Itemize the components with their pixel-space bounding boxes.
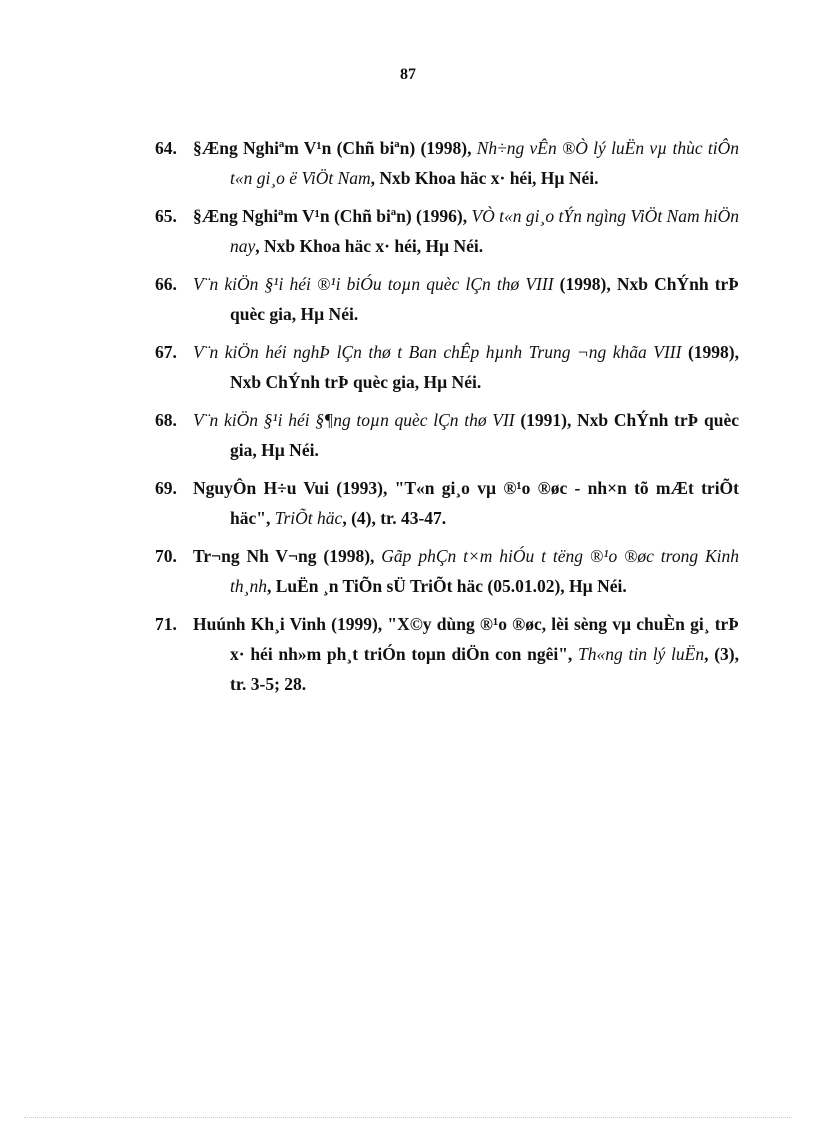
reference-author-text: §Æng Nghiªm V¹n (Chñ biªn) (1998), (193, 138, 477, 158)
reference-number: 65. (155, 206, 177, 226)
reference-number: 68. (155, 410, 177, 430)
reference-number: 71. (155, 614, 177, 634)
reference-publisher: , Nxb Khoa häc x· héi, Hµ Néi. (370, 168, 599, 188)
reference-item (155, 405, 739, 465)
reference-title: VÒ t«n gi¸o tÝn ngìng ViÖt Nam hiÖn nay (230, 206, 739, 256)
reference-item (155, 541, 739, 601)
page-bottom-divider (24, 1117, 792, 1118)
reference-title: Nh÷ng vÊn ®Ò lý luËn vµ thùc tiÔn t«n gi¸o ë ViÖt Nam (230, 138, 739, 188)
reference-number: 69. (155, 478, 177, 498)
reference-author-text: Tr¬ng Nh V¬ng (1998), (193, 546, 382, 566)
reference-publisher: , (3), tr. 3-5; 28. (230, 644, 740, 694)
reference-author-text: Huúnh Kh¸i Vinh (1999), "X©y dùng ®¹o ®øc, lèi sèng vµ chuÈn gi¸ trÞ x· héi nh»m ph¸t triÓn toµn diÖn con ngêi", (193, 614, 739, 664)
reference-item (155, 473, 739, 533)
reference-publisher: (1991), Nxb ChÝnh trÞ quèc gia, Hµ Néi. (230, 410, 739, 460)
reference-title: V¨n kiÖn §¹i héi ®¹i biÓu toµn quèc lÇn thø VIII (193, 274, 554, 294)
reference-title: TriÕt häc (274, 508, 343, 528)
reference-title: Gãp phÇn t×m hiÓu t tëng ®¹o ®øc trong Kinh th¸nh (230, 546, 739, 596)
reference-publisher: , (4), tr. 43-47. (342, 508, 447, 528)
reference-item (155, 201, 739, 261)
reference-item (155, 269, 739, 329)
reference-number: 66. (155, 274, 177, 294)
reference-title: V¨n kiÖn §¹i héi §¶ng toµn quèc lÇn thø VII (193, 410, 515, 430)
reference-publisher: , Nxb Khoa häc x· héi, Hµ Néi. (255, 236, 484, 256)
reference-title: Th«ng tin lý luËn (578, 644, 705, 664)
reference-item (155, 133, 739, 193)
reference-number: 70. (155, 546, 177, 566)
reference-publisher: , LuËn ¸n TiÕn sÜ TriÕt häc (05.01.02), Hµ Néi. (266, 576, 627, 596)
reference-publisher: (1998), Nxb ChÝnh trÞ quèc gia, Hµ Néi. (230, 274, 739, 324)
reference-title: V¨n kiÖn héi nghÞ lÇn thø t Ban chÊp hµnh Trung ¬ng khãa VIII (193, 342, 682, 362)
reference-number: 67. (155, 342, 177, 362)
reference-item (155, 337, 739, 397)
reference-list (155, 133, 739, 707)
reference-number: 64. (155, 138, 177, 158)
reference-author-text: §Æng Nghiªm V¹n (Chñ biªn) (1996), (193, 206, 472, 226)
reference-publisher: (1998), Nxb ChÝnh trÞ quèc gia, Hµ Néi. (230, 342, 740, 392)
reference-item (155, 609, 739, 699)
reference-author-text: NguyÔn H÷u Vui (1993), "T«n gi¸o vµ ®¹o ®øc - nh×n tõ mÆt triÕt häc", (193, 478, 739, 528)
page-number: 87 (400, 66, 416, 83)
